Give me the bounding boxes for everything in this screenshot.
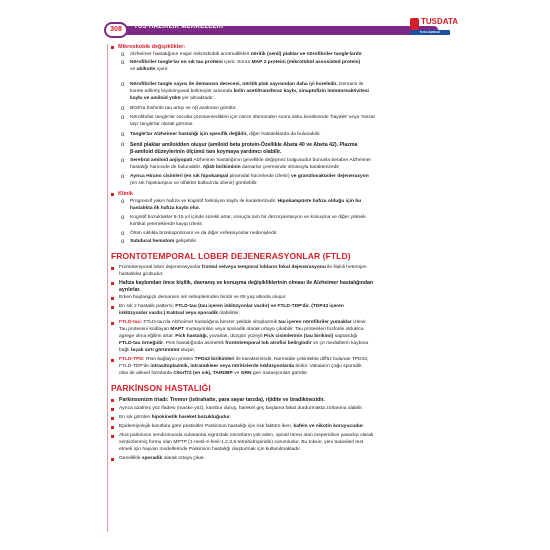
bullet-circle-icon: o (121, 215, 125, 221)
parkinson-item-0: Parkinsonizm triadı: Tremor (istirahatte, para sayar tarzda), rijidite ve bradikinezidir. (119, 397, 325, 403)
margin-rule (107, 44, 108, 532)
section-heading-parkinson: PARKİNSON HASTALIĞI (111, 383, 211, 393)
text: olarak ortaya çıkar. (162, 456, 205, 461)
text-bold: bıçak sırtı görünümü (130, 348, 180, 353)
text: RNA bağlayıcı protein (144, 357, 195, 362)
text: bağlı (119, 348, 131, 353)
text-bold: hipokinetik hareket bozukluğudur (151, 415, 230, 420)
text: içerir. (155, 67, 169, 72)
text: olsa de ailesel formlarda (119, 371, 174, 376)
bullet-square-icon (111, 458, 114, 461)
ftld-item-5 (119, 357, 368, 363)
text-bold: ubikutin (136, 67, 156, 72)
text-bold: GRN (240, 371, 252, 376)
bullet-square-icon (111, 417, 114, 420)
text-bold: nöritik (senil) plaklar ve nörofibriler tangle'lardır (250, 52, 362, 57)
text: mutasyonları veya sporadik olarak ortaya çıkabilir. Tau proteinleri fosforile olduklca (184, 327, 364, 332)
ftld-item-3-line2 (119, 311, 240, 317)
bullet-circle-icon: o (121, 239, 125, 245)
text: diğer hastalıklarda da bulunabilir. (247, 132, 321, 137)
text-bold: MAP 2 proteini (mikrotübül assosiated protein) (251, 60, 361, 65)
text: . Pick hastalığında asimetrik (163, 341, 226, 346)
ftld-item-0 (119, 265, 367, 271)
micro-item-8-line2 (130, 181, 258, 187)
text-bold: kafein ve nikotin koruyucudur (293, 424, 364, 429)
text-bold: ve granülovaküoler dejenerasyon (291, 174, 369, 179)
text: (en sık hipokampus ve olfaktör bulbus'da izlenir) görülebilir. (130, 181, 258, 186)
text-bold: kolin asetiltransferaz kaybı, sinaptofizin immünreaktivitesi (233, 89, 369, 94)
text: birikir. Vakaların çoğu sporadik (294, 364, 362, 369)
micro-item-2 (130, 82, 364, 88)
section-heading-clinic: Klinik (118, 191, 133, 197)
text: ile karakterizedir. Normalde çekirdekte diffüz bulunan TPD43, (234, 357, 369, 362)
text: olabilirler. (217, 311, 240, 316)
micro-item-6: Senil plaklar amiloidden oluşur (amiloid beta protein-Özellikle Abeta 40 ve Abeta 42). Plazma (130, 142, 358, 148)
ftld-item-4 (119, 320, 367, 326)
text: yuvarlak, düzgün yüzeyli (207, 334, 264, 339)
text: FTLD-TDP'de (119, 364, 151, 369)
bullet-circle-icon: o (121, 158, 125, 164)
text: damarlar çevresinde olmasıyla karakterizedir (240, 165, 340, 170)
text: taşı' tangle'lar olarak görünür. (130, 122, 194, 127)
bullet-square-icon (111, 282, 114, 285)
text-bold: tau içeren nörofibriler yumaklar (278, 320, 352, 325)
page-number: 308 (104, 22, 128, 38)
parkinson-item-2 (119, 415, 231, 421)
label-ftld-tau: FTLD-tau: (119, 320, 143, 325)
section-heading-ftld: FRONTOTEMPORAL LOBER DEJENERASYONLAR (FTLD) (111, 251, 351, 261)
bullet-square-icon (111, 322, 114, 325)
text: BOS'ta fosforile tau artışı ve Aβ azalması görülür. (130, 106, 237, 111)
header-title: TUS HAZIRLIK MERKEZLERİ (134, 24, 224, 30)
clinic-item-3 (130, 239, 197, 245)
text: Frontotemporal lober dejenerasyonlar (119, 265, 202, 270)
clinic-item-1-line2 (130, 222, 203, 228)
text: gelişebilir. (174, 239, 198, 244)
bullet-circle-icon: o (121, 106, 125, 112)
micro-item-5 (130, 132, 321, 138)
clinic-item-2 (130, 231, 278, 237)
bullet-square-icon (111, 306, 114, 309)
bullet-square-icon (111, 435, 114, 438)
text-bold: FTLD-tau (tau içeren inklüzyonlar vardır) ve FTLD-TDP'dir. (TDP43 içeren (175, 304, 344, 309)
bullet-square-icon (111, 426, 114, 429)
text: ve (130, 67, 137, 72)
text: korele edilmiş biyokimyasal belirteçler arasında (130, 89, 234, 94)
text-bold: frontal ve/veya temporal lobların fokal dejenerasyonu (201, 265, 326, 270)
text: izlenir. (351, 320, 368, 325)
text: . (363, 424, 365, 429)
text: ile ilişkili heterojen (325, 265, 367, 270)
clinic-item-0-line2: hastalıkta ilk hafıza kaybı olur. (130, 206, 201, 211)
logo-subtitle: TUS HAZIRLIK MERKEZLERİ (410, 30, 450, 35)
bullet-square-icon (111, 46, 114, 49)
micro-item-1 (130, 60, 360, 66)
text-bold: intrasitoplazmik, intranükleer veya nöritislerde inklüzyonlarda (150, 364, 295, 369)
bullet-square-icon (111, 193, 114, 196)
text: Alzheimer hastalığının genellikle değişmez bulgusudur bununla beraber Alzheimer (192, 158, 372, 163)
micro-item-2-line2 (130, 89, 369, 95)
text: Kognitif bozukluklar 5-15 yıl içinde sürekli artar, sonuçta tam bir dezoryantasyon ve konuşma ve diğer yüksek (130, 215, 366, 220)
bullet-square-icon (111, 399, 114, 402)
text: Progressif yakın hafıza ve kognitif fonksiyon kaybı ile karakterizedir. (130, 199, 278, 204)
bullet-circle-icon: o (121, 142, 125, 148)
parkinson-item-1: Ayrıca azalmış yüz ifadesi (maske yüz), kambur duruş, hareket geç başlama fakat durdurmakta zorlanma olabilir. (119, 406, 364, 411)
parkinson-item-3 (119, 424, 364, 430)
text-bold: sporadik (141, 456, 163, 461)
micro-item-1-line2 (130, 67, 169, 73)
text: En sık 2 hastalık patterni; (119, 304, 176, 309)
clinic-item-0 (130, 199, 361, 205)
ftld-item-4-line3 (119, 334, 357, 340)
ftld-item-1: Hafıza kaybından önce kişilik, davranış ve konuşma değişikliklerinin olması ile Alzheimer hastalığından (119, 280, 374, 286)
text: saptandığı (333, 334, 358, 339)
text: Demans ile (337, 82, 364, 87)
text: piramidal hücrelerde izlenir) (228, 174, 292, 179)
text-bold: kaybı ve amiloid yükü (130, 96, 181, 101)
bullet-square-icon (111, 267, 114, 270)
text-bold: TPD43 birikimleri (194, 357, 235, 362)
text: . (229, 415, 232, 420)
text-bold: inklüzyonlar vardır.) Kalıtsal veya sporadik (119, 311, 218, 316)
micro-item-0 (130, 52, 363, 58)
text: Epidemiyolojik kanıtlara göre pestisitler Parkinson hastalığı için risk faktörü iken, (119, 424, 294, 429)
text: yer almaktadır. (180, 96, 214, 101)
text: Nörofibriler tangle'lar vücutta çözünemedikleri için nöron ölümünden sonra doku kesitlerinde 'hayalet' veya 'mezar (130, 115, 376, 120)
logo-mark-icon (410, 18, 419, 30)
text: oluşur. (179, 348, 196, 353)
ftld-item-5-line2 (119, 364, 362, 370)
section-heading-micro: Mikroskobik değişiklikler: (118, 44, 186, 50)
text-bold: Aβ40 birikiminin (202, 165, 241, 170)
micro-item-2-line3 (130, 96, 214, 102)
ftld-item-0-line2: hastalıklar grubudur. (119, 272, 164, 277)
text: içerir. Sonra (222, 60, 252, 65)
text: agrege olma eğilimi artar. (119, 334, 176, 339)
ftld-item-4-line4 (119, 341, 368, 347)
text: ve çıt mediallerin kaybına (311, 341, 369, 346)
label-ftld-tpd: FTLD-TPD: (119, 357, 145, 362)
text-bold: MAPT (170, 327, 185, 332)
micro-item-7 (130, 158, 371, 164)
text-bold: Pick cisimlerinin (tau birikimi) (263, 334, 334, 339)
text-bold: Subdural hematom (130, 239, 175, 244)
bullet-circle-icon: o (121, 115, 125, 121)
text: gen mutasyonları görülür. (251, 371, 309, 376)
text-bold: Ayrıca Hirano cisimleri (en sık hipokampal (130, 174, 229, 179)
bullet-circle-icon: o (121, 52, 125, 58)
tusdata-logo (410, 17, 459, 40)
text: Genellikle (119, 456, 142, 461)
micro-item-6-line2: β-amiloid düzeylerinin ölçümü tanı koymaya yardımcı olabilir. (130, 149, 282, 155)
text-bold: Tangle'lar Alzheimer hastalığı için spesifik değildir, (130, 132, 248, 137)
text: En sık görülen (119, 415, 152, 420)
text-bold: Pick hastalığı, (175, 334, 208, 339)
ftld-item-2: Erken başlangıçlı demansın sık sebeplerinden biridir ve 65 yaş altında oluşur. (119, 295, 287, 300)
micro-item-4-line2 (130, 122, 194, 128)
text: Tau proteinini kodlayan (119, 327, 171, 332)
text: ve (232, 371, 241, 376)
ftld-item-5-line3 (119, 371, 308, 377)
text-bold: Hipokampüste hafıza olduğu için bu (277, 199, 362, 204)
bullet-circle-icon: o (121, 174, 125, 180)
bullet-square-icon (111, 408, 114, 411)
parkinson-item-4-line2: sentezlenmiş formu olan MPTP (1-metil-4-fenil-1,2,3,6-tetrahidropiridin) sorumludur. Bu toksin, yeni tedavileri test (119, 440, 364, 445)
text-bold: C9orf72 (en sık), TARDBP (173, 371, 233, 376)
micro-item-8 (130, 174, 369, 180)
text-bold: FTLD-tau örneğidir (119, 341, 164, 346)
logo-word: TUSDATA (421, 17, 459, 26)
bullet-square-icon (111, 359, 114, 362)
micro-item-3 (130, 106, 237, 112)
bullet-circle-icon: o (121, 82, 125, 88)
text: hastalığı haricinde de bulunabilir. (130, 165, 203, 170)
text-bold: frontotemporal lob atrofisi belirgindir (225, 341, 312, 346)
text-bold: Nörofibriler tangle'lar en sık tau proteini (130, 60, 223, 65)
micro-item-4 (130, 115, 375, 121)
bullet-circle-icon: o (121, 60, 125, 66)
text: . (361, 52, 364, 57)
ftld-item-4-line2 (119, 327, 364, 333)
ftld-item-3 (119, 304, 344, 310)
parkinson-item-4: Akut parkinson sendromunda substantia nigra'daki nöronların yok eden, opioid türevi olan meperidinin yasadışi olarak (119, 433, 374, 438)
text: FTLD-tau'da Alzheimer hastalığına benzer şekilde sitoplazmik (142, 320, 279, 325)
parkinson-item-4-line3: etmek için hayvan modellerinde Parkinson hastalığı oluşturmak için kullanılmaktadır. (119, 447, 302, 452)
text-bold: Serebral amiloid anjiyopati (130, 158, 193, 163)
parkinson-item-5 (119, 456, 205, 462)
clinic-item-1 (130, 215, 366, 221)
text: Ölüm sıklıkla bronkopnömoni ve da diğer enfeksiyonlar nedeniyledir. (130, 231, 278, 236)
bullet-square-icon (111, 297, 114, 300)
ftld-item-4-line5 (119, 348, 195, 354)
micro-item-7-line2 (130, 165, 339, 171)
text: Alzheimer hastalığının major mikroskobik anormallikleri (130, 52, 251, 57)
text-bold: Nörofibriler tangle sayısı ile demansın derecesi, nöritik plak sayısından daha iyi koreledir. (130, 82, 338, 87)
bullet-circle-icon: o (121, 132, 125, 138)
text: kortikal yeteneklerde kayıp izlenir. (130, 222, 204, 227)
ftld-item-1-line2: ayrılırlar. (119, 287, 141, 293)
bullet-circle-icon: o (121, 231, 125, 237)
bullet-circle-icon: o (121, 199, 125, 205)
